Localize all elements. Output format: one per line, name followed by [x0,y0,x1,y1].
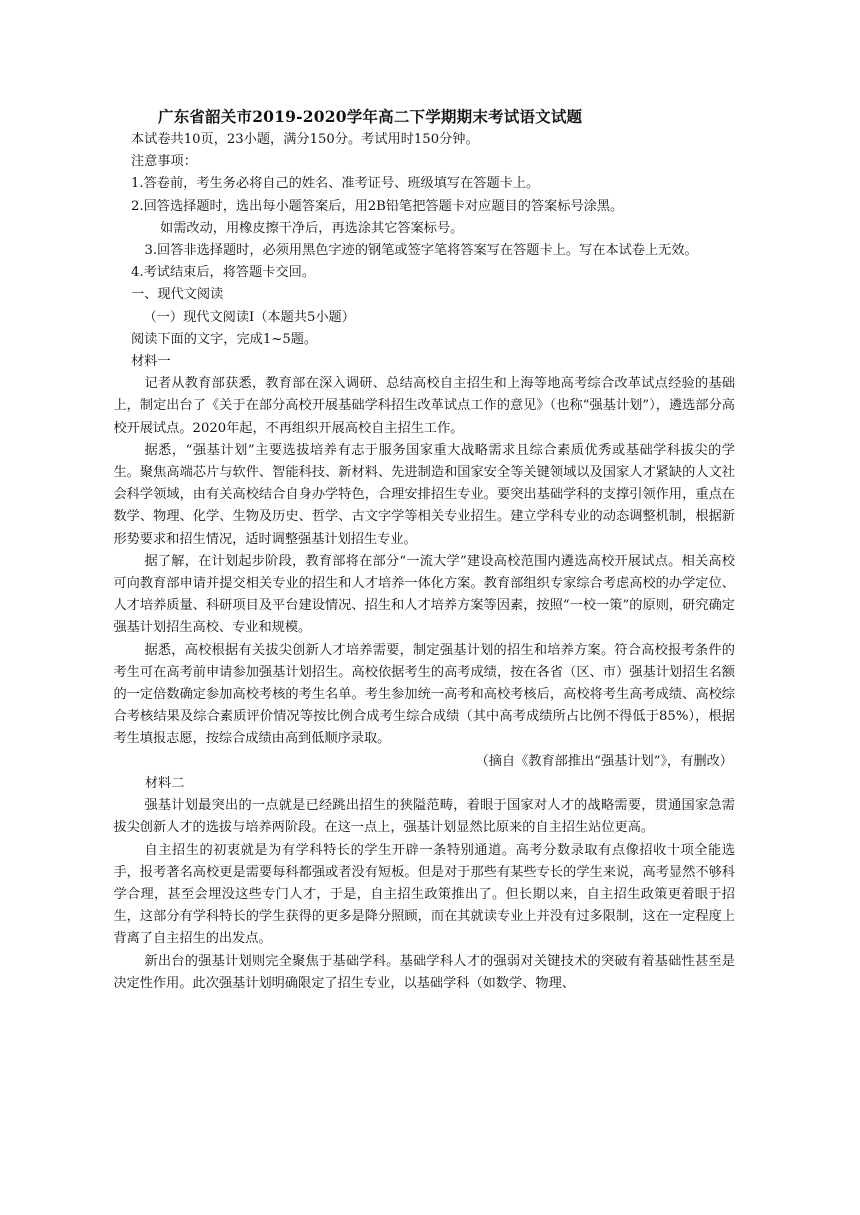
material-2-paragraph-1: 强基计划最突出的一点就是已经跳出招生的狭隘范畴，着眼于国家对人才的战略需要，贯通国家急需拔尖创新人才的选拔与培养两阶段。在这一点上，强基计划显然比原来的自主招生站位更高。 [113,798,735,836]
material-1-paragraph-2: 据悉，“强基计划”主要选拔培养有志于服务国家重大战略需求且综合素质优秀或基础学科拔尖的学生。聚焦高端芯片与软件、智能科技、新材料、先进制造和国家安全等关键领域以及国家人才紧缺的人文社会科学领域，由有关高校结合自身办学特色，合理安排招生专业。要突出基础学科的支撑引领作用，重点在数学、物理、化学、生物及历史、哲学、古文字学等相关专业招生。建立学科专业的动态调整机制，根据新形势要求和招生情况，适时调整强基计划招生专业。 [113,442,735,547]
document-title: 广东省韶关市2019-2020学年高二下学期期末考试语文试题 [158,107,583,126]
material-2-label: 材料二 [144,775,185,791]
material-1-source: （摘自《教育部推出“强基计划”》，有删改） [475,753,733,769]
notice-heading: 注意事项： [131,154,197,170]
section-heading: 一、现代文阅读 [131,287,224,303]
material-2-paragraph-2: 自主招生的初衷就是为有学科特长的学生开辟一条特别通道。高考分数录取有点像招收十项全能选手，报考著名高校更是需要每科都强或者没有短板。但是对于那些有某些专长的学生来说，高考显然不够科学合理，甚至会埋没这些专门人才，于是，自主招生政策推出了。但长期以来，自主招生政策更着眼于招生，这部分有学科特长的学生获得的更多是降分照顾，而在其就读专业上并没有过多限制，这在一定程度上背离了自主招生的出发点。 [113,842,735,947]
notice-item-4: 4.考试结束后，将答题卡交回。 [131,265,316,281]
notice-item-2-continued: 如需改动，用橡皮擦干净后，再选涂其它答案标号。 [160,220,464,236]
intro-line: 本试卷共10页，23小题，满分150分。考试用时150分钟。 [131,132,479,147]
notice-item-1: 1.答卷前，考生务必将自己的姓名、准考证号、班级填写在答题卡上。 [131,176,540,192]
material-1-label: 材料一 [131,354,171,370]
reading-instruction: 阅读下面的文字，完成1~5题。 [131,331,318,347]
material-2-paragraph-3: 新出台的强基计划则完全聚焦于基础学科。基础学科人才的强弱对关键技术的突破有着基础性甚至是决定性作用。此次强基计划明确限定了招生专业，以基础学科（如数学、物理、 [113,953,735,991]
material-1-paragraph-1: 记者从教育部获悉，教育部在深入调研、总结高校自主招生和上海等地高考综合改革试点经验的基础上，制定出台了《关于在部分高校开展基础学科招生改革试点工作的意见》（也称“强基计划”），遴选部分高校开展试点。2020年起，不再组织开展高校自主招生工作。 [113,376,735,436]
material-1-paragraph-3: 据了解，在计划起步阶段，教育部将在部分“一流大学”建设高校范围内遴选高校开展试点。相关高校可向教育部申请并提交相关专业的招生和人才培养一体化方案。教育部组织专家综合考虑高校的办学定位、人才培养质量、科研项目及平台建设情况、招生和人才培养方案等因素，按照“一校一策”的原则，研究确定强基计划招生高校、专业和规模。 [113,553,735,636]
notice-item-2: 2.回答选择题时，选出每小题答案后，用2B铅笔把答题卡对应题目的答案标号涂黑。 [131,198,624,214]
subsection-heading: （一）现代文阅读Ⅰ（本题共5小题） [143,309,355,325]
notice-item-3: 3.回答非选择题时，必须用黑色字迹的钢笔或签字笔将答案写在答题卡上。写在本试卷上无效。 [144,243,698,259]
material-1-paragraph-4: 据悉，高校根据有关拔尖创新人才培养需要，制定强基计划的招生和培养方案。符合高校报考条件的考生可在高考前申请参加强基计划招生。高校依据考生的高考成绩，按在各省（区、市）强基计划招生名额的一定倍数确定参加高校考核的考生名单。考生参加统一高考和高校考核后，高校将考生高考成绩、高校综合考核结果及综合素质评价情况等按比例合成考生综合成绩（其中高考成绩所占比例不得低于85%），根据考生填报志愿，按综合成绩由高到低顺序录取。 [113,642,735,747]
document-body [113,129,735,995]
